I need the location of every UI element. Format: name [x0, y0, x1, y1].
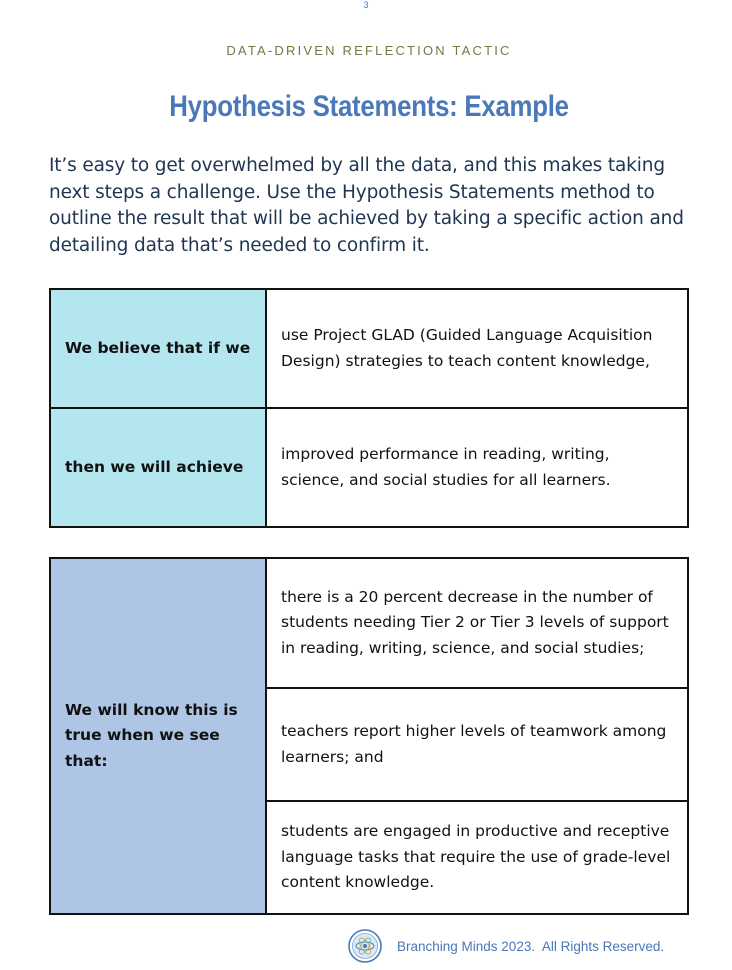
evidence-value: students are engaged in productive and receptive language tasks that require the use of grade-level content knowledge. [266, 801, 688, 914]
evidence-value: teachers report higher levels of teamwork among learners; and [266, 688, 688, 801]
table-row [50, 408, 688, 527]
footer [348, 928, 664, 964]
branching-minds-logo-icon [348, 929, 382, 963]
row-value: improved performance in reading, writing, science, and social studies for all learners. [266, 408, 688, 527]
row-value: use Project GLAD (Guided Language Acquisition Design) strategies to teach content knowledge, [266, 289, 688, 408]
page-title: Hypothesis Statements: Example [169, 90, 569, 123]
row-label: then we will achieve [50, 408, 266, 527]
section-eyebrow: DATA-DRIVEN REFLECTION TACTIC [226, 43, 512, 58]
evidence-label: We will know this is true when we see that: [50, 558, 266, 914]
table-row [50, 289, 688, 408]
evidence-value: there is a 20 percent decrease in the number of students needing Tier 2 or Tier 3 levels of support in reading, writing, science, and social studies; [266, 558, 688, 688]
intro-paragraph: It’s easy to get overwhelmed by all the data, and this makes taking next steps a challenge. Use the Hypothesis Statements method to outline the result that will be achieved by taking a specific action and detailing data that’s needed to confirm it. [49, 155, 684, 256]
hypothesis-table [49, 288, 689, 528]
copyright-text: Branching Minds 2023. All Rights Reserved. [397, 938, 665, 954]
row-label: We believe that if we [50, 289, 266, 408]
evidence-table [49, 557, 689, 915]
table-row [50, 558, 688, 688]
page-number: 3 [363, 0, 369, 10]
